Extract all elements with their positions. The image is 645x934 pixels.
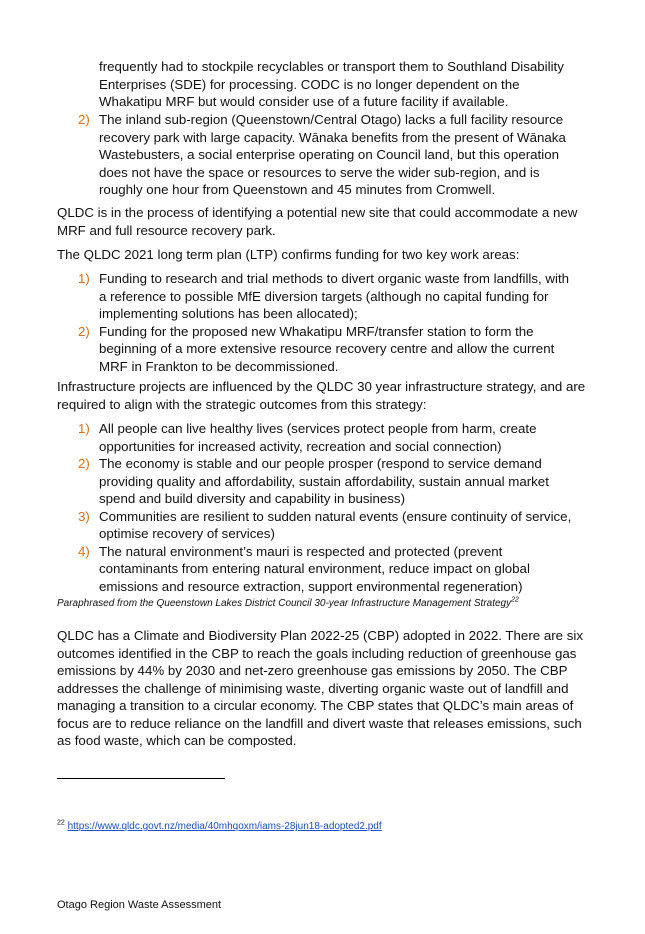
list-item-text: Communities are resilient to sudden natural events (ensure continuity of service, optimise recovery of services) (99, 508, 572, 541)
list-item (78, 323, 578, 376)
list-item (78, 420, 578, 455)
caption-text: Paraphrased from the Queenstown Lakes District Council 30-year Infrastructure Management Strategy (57, 598, 512, 609)
list-item (78, 455, 578, 508)
list-item-text: Funding for the proposed new Whakatipu MRF/transfer station to form the beginning of a more extensive resource recovery centre and allow the current MRF in Frankton to be decommissioned. (99, 323, 555, 374)
footnote-link[interactable]: https://www.qldc.govt.nz/media/40mhqoxm/iams-28jun18-adopted2.pdf (67, 821, 382, 832)
list-item-continuation: frequently had to stockpile recyclables or transport them to Southland Disability Enterprises (SDE) for processing. CODC is no longer dependent on the Whakatipu MRF but would consider use of a future facility if available. (99, 59, 564, 109)
list-number: 4) (78, 543, 90, 559)
list-item (78, 543, 578, 596)
outcomes-list (78, 420, 578, 595)
list-item (78, 508, 578, 543)
list-number: 2) (78, 112, 90, 127)
list-item (78, 111, 578, 199)
footnote-divider (57, 778, 225, 779)
list-item-text: Funding to research and trial methods to divert organic waste from landfills, with a reference to possible MfE diversion targets (although no capital funding for implementing solutions has been allocated); (99, 271, 570, 321)
subregion-list (78, 111, 578, 199)
footnote-number: 22 (57, 819, 65, 827)
page-footer: Otago Region Waste Assessment (57, 899, 222, 911)
paragraph-infrastructure: Infrastructure projects are influenced by the QLDC 30 year infrastructure strategy, and are required to align with the strategic outcomes from this strategy: (57, 379, 586, 412)
list-number: 2) (78, 456, 90, 471)
list-item (78, 270, 578, 323)
list-number: 2) (78, 323, 90, 339)
paragraph-ltp: The QLDC 2021 long term plan (LTP) confirms funding for two key work areas: (57, 247, 520, 262)
list-item-text: The inland sub-region (Queenstown/Central Otago) lacks a full facility resource recovery park with large capacity. Wānaka benefits from the present of Wānaka Wastebusters, a social enterprise operating on Council land, but this operation does not have the space or resources to serve the wider sub-region, and is roughly one hour from Queenstown and 45 minutes from Cromwell. (99, 112, 566, 197)
list-item-text: All people can live healthy lives (services protect people from harm, create opportunities for increased activity, recreation and social connection) (99, 421, 537, 454)
footnote-ref: 22 (511, 596, 519, 604)
list-item-text: The natural environment’s mauri is respected and protected (prevent contaminants from entering natural environment, reduce impact on global emissions and resource extraction, support environmental regeneration) (99, 543, 530, 594)
paragraph-site: QLDC is in the process of identifying a potential new site that could accommodate a new MRF and full resource recovery park. (57, 205, 578, 238)
list-number: 3) (78, 508, 90, 524)
list-number: 1) (78, 421, 90, 436)
list-number: 1) (78, 271, 90, 286)
paragraph-cbp: QLDC has a Climate and Biodiversity Plan 2022-25 (CBP) adopted in 2022. There are six outcomes identified in the CBP to reach the goals including reduction of greenhouse gas emissions by 44% by 2030 and net-zero greenhouse gas emissions by 2050. The CBP addresses the challenge of minimising waste, diverting organic waste out of landfill and managing a transition to a circular economy. The CBP states that QLDC’s main areas of focus are to reduce reliance on the landfill and divert waste that releases emissions, such as food waste, which can be composted. (57, 628, 583, 748)
ltp-list (78, 270, 578, 375)
footnote (57, 820, 382, 834)
source-caption (57, 597, 597, 611)
list-item-text: The economy is stable and our people prosper (respond to service demand providing quality and affordability, sustain affordability, sustain annual market spend and build diversity and capability in business) (99, 456, 549, 506)
